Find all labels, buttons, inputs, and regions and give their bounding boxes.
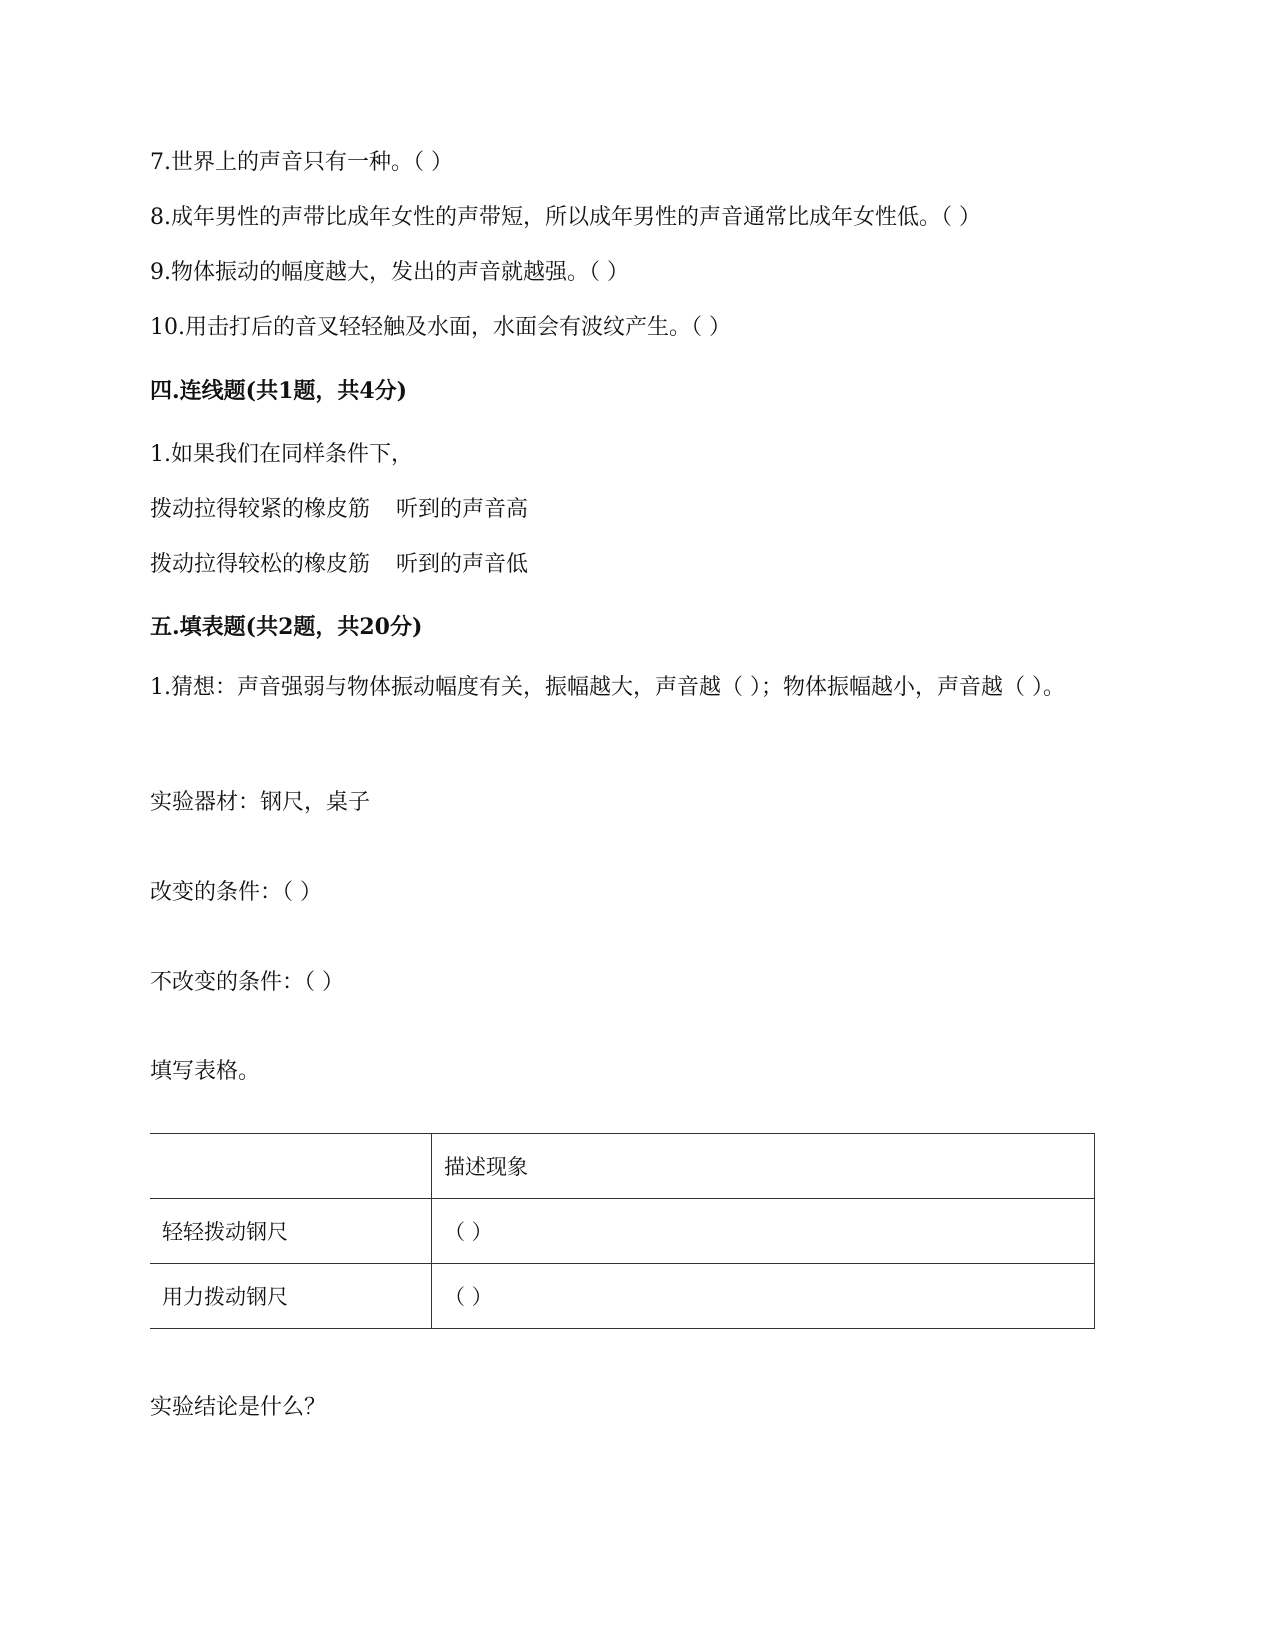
conclusion-question: 实验结论是什么？: [150, 1395, 327, 1420]
table-row-blank[interactable]: （ ）: [432, 1199, 1095, 1264]
experiment-materials: 实验器材：钢尺，桌子: [150, 790, 371, 815]
observation-table: [150, 1133, 1095, 1329]
table-header-describe: 描述现象: [432, 1134, 1095, 1199]
matching-pair-1: [150, 495, 528, 525]
question-9: 9.物体振动的幅度越大，发出的声音就越强。（ ）: [150, 260, 629, 285]
table-row-label: 用力拨动钢尺: [150, 1264, 432, 1329]
table-row-blank[interactable]: （ ）: [432, 1264, 1095, 1329]
table-row: [150, 1264, 1095, 1329]
section-5-heading: 五.填表题(共2题，共20分): [150, 614, 423, 640]
matching-question-intro: 1.如果我们在同样条件下，: [150, 442, 413, 467]
table-row-label: 轻轻拨动钢尺: [150, 1199, 432, 1264]
matching-left-1: 拨动拉得较紧的橡皮筋: [150, 497, 371, 522]
unchanged-condition: 不改变的条件：（ ）: [150, 970, 344, 995]
section-4-heading: 四.连线题(共1题，共4分): [150, 378, 408, 404]
matching-right-2: 听到的声音低: [396, 552, 529, 577]
matching-right-1: 听到的声音高: [396, 497, 529, 522]
fill-table-instruction: 填写表格。: [150, 1059, 261, 1084]
changed-condition: 改变的条件：（ ）: [150, 880, 322, 905]
matching-left-2: 拨动拉得较松的橡皮筋: [150, 552, 371, 577]
guess-question: 1.猜想：声音强弱与物体振动幅度有关，振幅越大，声音越（ ）；物体振幅越小，声音越（ ）。: [150, 675, 1065, 700]
table-header-empty: [150, 1134, 432, 1199]
question-8: 8.成年男性的声带比成年女性的声带短，所以成年男性的声音通常比成年女性低。（ ）: [150, 205, 981, 230]
table-header-row: [150, 1134, 1095, 1199]
question-10: 10.用击打后的音叉轻轻触及水面，水面会有波纹产生。（ ）: [150, 315, 731, 340]
table-row: [150, 1199, 1095, 1264]
question-7: 7.世界上的声音只有一种。（ ）: [150, 150, 453, 175]
matching-pair-2: [150, 550, 528, 580]
